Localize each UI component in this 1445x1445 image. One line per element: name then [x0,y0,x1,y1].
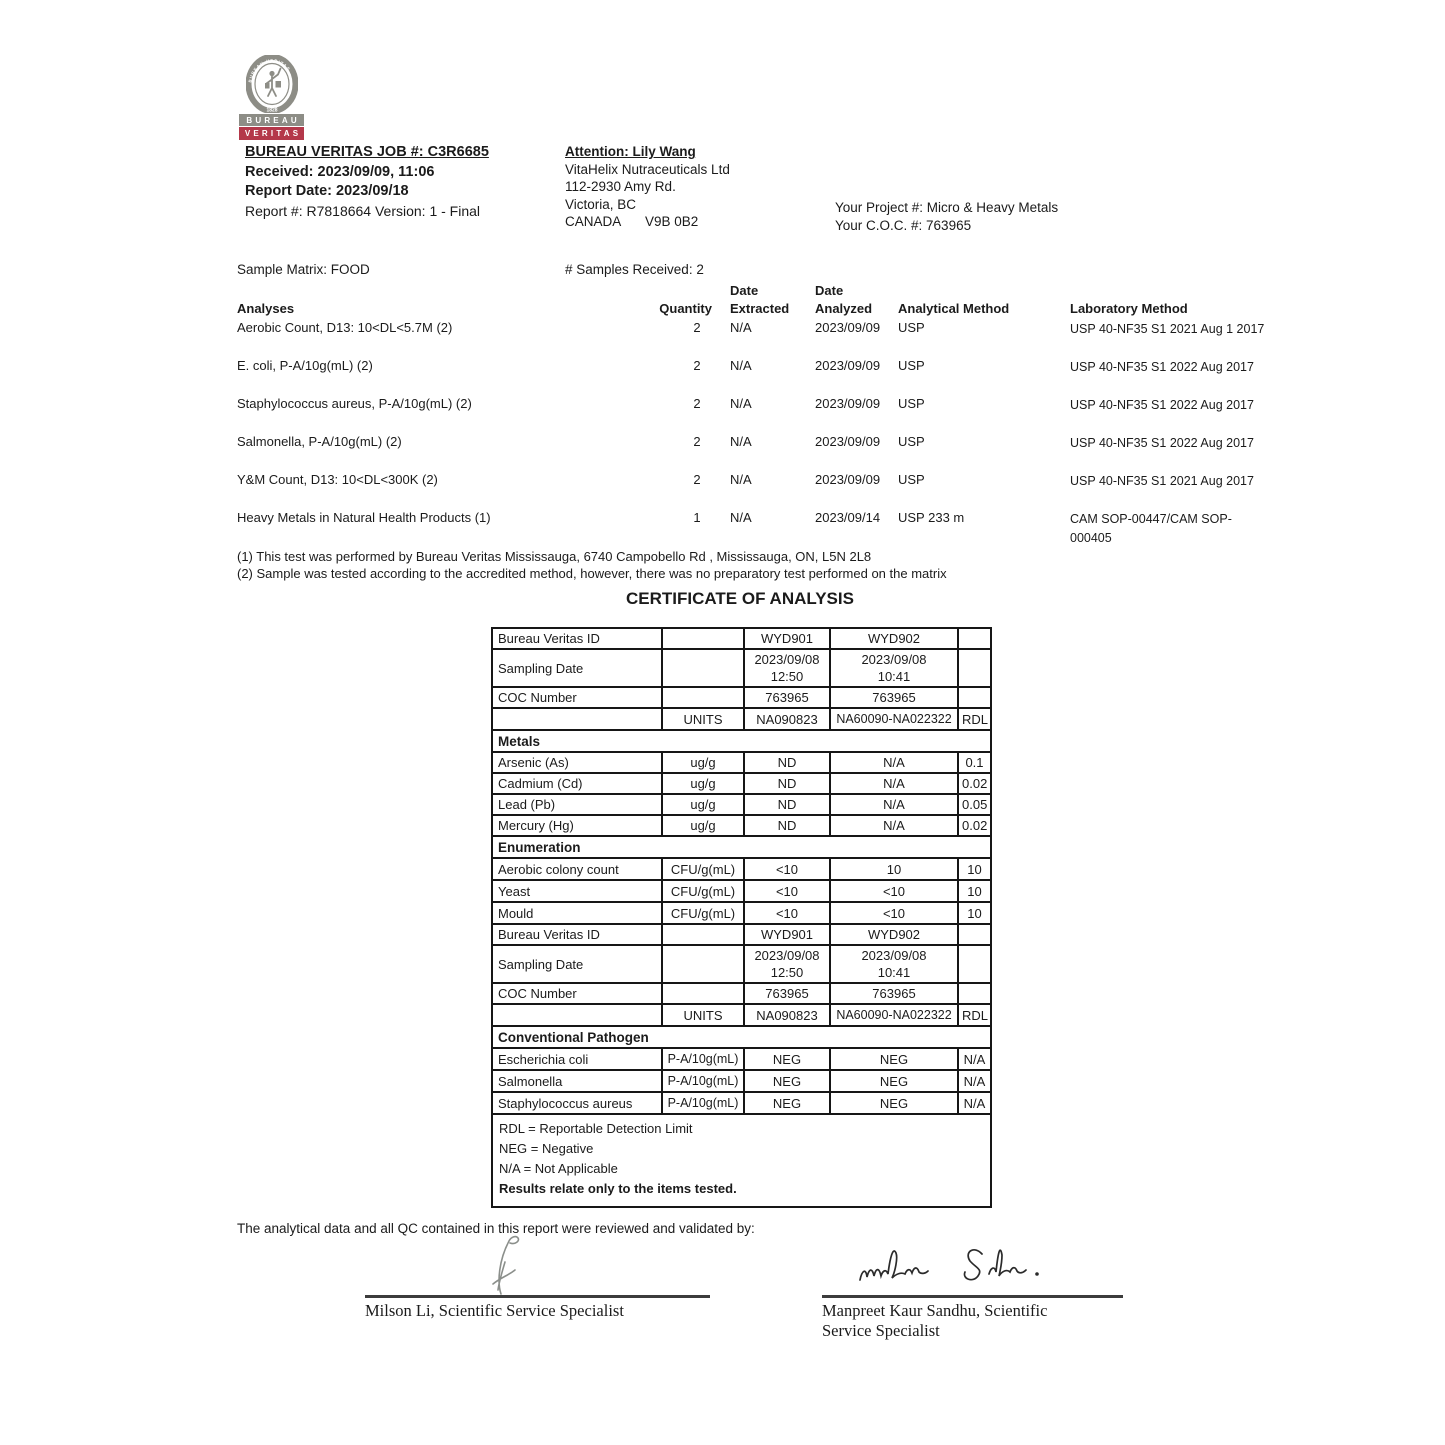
analysis-date-extracted: N/A [730,472,752,487]
analyte-name: Arsenic (As) [492,752,662,773]
signature-1-line [365,1295,710,1298]
attention-line: Attention: Lily Wang [565,144,696,159]
analysis-date-extracted: N/A [730,434,752,449]
analysis-method: USP [898,396,925,411]
analysis-quantity: 1 [693,510,701,525]
analysis-date-extracted: N/A [730,358,752,373]
analysis-name: Heavy Metals in Natural Health Products (1) [237,510,491,525]
result-sample1: ND [744,794,830,815]
report-date: Report Date: 2023/09/18 [245,183,409,199]
coa-sample2-date [830,649,958,687]
section-title: Conventional Pathogen [492,1026,991,1048]
coa-cell-empty [958,687,991,708]
analysis-lab-method: USP 40-NF35 S1 2021 Aug 2017 [1070,474,1254,488]
analysis-date-analyzed: 2023/09/14 [815,510,881,525]
coa-sample1-coc: 763965 [744,983,830,1004]
logo-veritas-label: VERITAS [244,129,302,138]
coa-cell-empty [958,649,991,687]
coa-row-salmonella [492,1070,991,1092]
result-sample1: <10 [744,902,830,924]
coa-row-mould [492,902,991,924]
coa-cell-empty [662,924,744,945]
report-info-block [245,143,489,221]
coa-row-aerobic [492,858,991,880]
analysis-lab-method: USP 40-NF35 S1 2022 Aug 2017 [1070,398,1254,412]
result-rdl: 0.02 [958,773,991,794]
analysis-row [237,358,1254,396]
section-title: Enumeration [492,836,991,858]
coa-cell-empty [492,708,662,730]
result-sample1: <10 [744,880,830,902]
coa-sample2-id: WYD902 [830,628,958,649]
certificate-title: CERTIFICATE OF ANALYSIS [626,589,854,608]
col-date-analyzed-top: Date [815,283,844,298]
analyte-name: Salmonella [492,1070,662,1092]
result-sample2: NEG [830,1092,958,1114]
coa-sample2-coc: 763965 [830,983,958,1004]
result-rdl: 0.02 [958,815,991,836]
result-sample2: N/A [830,815,958,836]
analyte-units: P-A/10g(mL) [662,1092,744,1114]
analyte-units: ug/g [662,773,744,794]
analysis-quantity: 2 [693,358,701,373]
signature-2-name [822,1301,1047,1341]
result-rdl: 0.1 [958,752,991,773]
coa-row-cadmium [492,773,991,794]
result-rdl: 0.05 [958,794,991,815]
analysis-name: Aerobic Count, D13: 10<DL<5.7M (2) [237,320,453,335]
coa-sample2-id: WYD902 [830,924,958,945]
coa-sample1-coc: 763965 [744,687,830,708]
analyte-name: Lead (Pb) [492,794,662,815]
signature-2-name-line1: Manpreet Kaur Sandhu, Scientific [822,1301,1048,1320]
result-sample1: ND [744,773,830,794]
analysis-name: Y&M Count, D13: 10<DL<300K (2) [237,472,438,487]
sample-matrix: Sample Matrix: FOOD [237,262,370,277]
coa-units-row [492,708,991,730]
col-analyses: Analyses [237,301,295,316]
coa-sample2-date [830,945,958,983]
analysis-method: USP [898,434,925,449]
logo-veritas-bar [239,127,304,140]
analysis-row [237,434,1254,472]
coa-cell-empty [662,945,744,983]
sampling-date-2: 2023/09/08 [861,652,927,667]
coa-rdl-label: RDL [958,708,991,730]
coa-legend-row [492,1114,991,1207]
analysis-row [237,472,1254,510]
coa-sample1-code: NA090823 [744,1004,830,1026]
analysis-quantity: 2 [693,434,701,449]
analysis-row [237,396,1254,434]
result-rdl: N/A [958,1048,991,1070]
coa-cell-empty [958,924,991,945]
validation-statement: The analytical data and all QC contained in this report were reviewed and validated by: [237,1221,755,1236]
analyte-units: P-A/10g(mL) [662,1070,744,1092]
analyte-name: Aerobic colony count [492,858,662,880]
result-rdl: N/A [958,1070,991,1092]
coa-cell-empty [662,628,744,649]
emblem-ring-text: BUREAU VERITAS [247,57,292,83]
project-number: Your Project #: Micro & Heavy Metals [835,200,1059,215]
coa-sampling-label: Sampling Date [492,649,662,687]
signature-2-handwriting-icon [852,1240,1077,1296]
coa-section-enumeration [492,836,991,858]
coa-sampling-row [492,649,991,687]
coa-coc-row-2 [492,983,991,1004]
analyte-name: Yeast [492,880,662,902]
coa-sample2-code: NA60090-NA022322 [830,1004,958,1026]
analysis-date-analyzed: 2023/09/09 [815,358,881,373]
analysis-row [237,510,1247,548]
sampling-time-2: 10:41 [877,965,911,980]
result-sample1: NEG [744,1048,830,1070]
footnote-2: (2) Sample was tested according to the accredited method, however, there was no preparatory test performed on the matrix [237,566,947,581]
legend-neg: NEG = Negative [499,1141,594,1156]
analysis-name: Salmonella, P-A/10g(mL) (2) [237,434,402,449]
result-sample2: NEG [830,1048,958,1070]
analysis-lab-method: CAM SOP-00447/CAM SOP-000405 [1070,512,1232,545]
coa-sample2-code: NA60090-NA022322 [830,708,958,730]
analysis-quantity: 2 [693,320,701,335]
coa-row-lead [492,794,991,815]
analysis-lab-method: USP 40-NF35 S1 2022 Aug 2017 [1070,436,1254,450]
analyte-name: Cadmium (Cd) [492,773,662,794]
coa-coc-label: COC Number [492,983,662,1004]
analysis-lab-method: USP 40-NF35 S1 2022 Aug 2017 [1070,360,1254,374]
result-sample2: N/A [830,752,958,773]
signature-2-name-line2: Service Specialist [822,1321,940,1340]
analysis-name: E. coli, P-A/10g(mL) (2) [237,358,373,373]
result-sample2: N/A [830,794,958,815]
analysis-quantity: 2 [693,396,701,411]
coa-cell-empty [958,983,991,1004]
analysis-lab-method: USP 40-NF35 S1 2021 Aug 1 2017 [1070,322,1265,336]
analysis-name: Staphylococcus aureus, P-A/10g(mL) (2) [237,396,472,411]
signature-2-line [822,1295,1123,1298]
analysis-date-extracted: N/A [730,510,752,525]
analyte-name: Staphylococcus aureus [492,1092,662,1114]
sampling-date-1: 2023/09/08 [754,652,820,667]
analysis-date-extracted: N/A [730,396,752,411]
coa-results-table [491,627,992,1208]
col-analyzed: Analyzed [815,301,873,316]
bureau-veritas-emblem-icon [246,55,298,113]
coa-row-arsenic [492,752,991,773]
footnote-1: (1) This test was performed by Bureau Veritas Mississauga, 6740 Campobello Rd , Mississauga, ON, L5N 2L8 [237,549,872,564]
received-date: Received: 2023/09/09, 11:06 [245,163,435,180]
coa-legend [492,1114,991,1207]
result-rdl: N/A [958,1092,991,1114]
result-sample2: <10 [830,880,958,902]
result-sample1: NEG [744,1092,830,1114]
coa-row-mercury [492,815,991,836]
coa-sample1-id: WYD901 [744,628,830,649]
col-analytical-method: Analytical Method [898,301,1010,316]
col-extracted: Extracted [730,301,790,316]
analysis-date-extracted: N/A [730,320,752,335]
analyte-units: ug/g [662,752,744,773]
result-sample1: <10 [744,858,830,880]
coa-units-label: UNITS [662,708,744,730]
bureau-veritas-logo [239,55,304,140]
report-number: Report #: R7818664 Version: 1 - Final [245,202,481,219]
coa-rdl-label: RDL [958,1004,991,1026]
address-country-row [565,213,730,231]
result-rdl: 10 [958,858,991,880]
address-city: Victoria, BC [565,196,637,212]
analyte-units: CFU/g(mL) [662,880,744,902]
coa-coc-label: COC Number [492,687,662,708]
signature-1-handwriting-icon [455,1232,555,1298]
coa-sample1-date [744,945,830,983]
coa-coc-row [492,687,991,708]
sampling-date-2: 2023/09/08 [861,948,927,963]
emblem-year-text: 1828 [266,107,278,113]
sampling-time-1: 12:50 [770,965,804,980]
result-rdl: 10 [958,880,991,902]
result-sample2: 10 [830,858,958,880]
analysis-date-analyzed: 2023/09/09 [815,396,881,411]
job-number: BUREAU VERITAS JOB #: C3R6685 [245,144,489,160]
result-sample2: <10 [830,902,958,924]
coa-section-metals [492,730,991,752]
analysis-method: USP [898,358,925,373]
sampling-time-2: 10:41 [877,669,911,684]
analysis-method: USP [898,472,925,487]
analysis-date-analyzed: 2023/09/09 [815,472,881,487]
logo-bureau-bar [239,114,304,126]
coa-sample1-code: NA090823 [744,708,830,730]
sampling-date-1: 2023/09/08 [754,948,820,963]
coa-row-yeast [492,880,991,902]
project-info-block [835,199,1058,234]
analysis-date-analyzed: 2023/09/09 [815,434,881,449]
col-quantity: Quantity [659,301,712,316]
result-sample1: ND [744,815,830,836]
result-sample2: N/A [830,773,958,794]
coa-row-ecoli [492,1048,991,1070]
coa-id-row-2 [492,924,991,945]
result-sample1: ND [744,752,830,773]
coa-sample2-coc: 763965 [830,687,958,708]
sampling-time-1: 12:50 [770,669,804,684]
coc-number-line: Your C.O.C. #: 763965 [835,217,972,233]
analysis-method: USP [898,320,925,335]
coa-units-row-2 [492,1004,991,1026]
coa-cell-empty [958,945,991,983]
legend-results-note: Results relate only to the items tested. [499,1181,737,1196]
analysis-row [237,320,1265,358]
address-postal: V9B 0B2 [645,214,699,229]
coa-cell-empty [492,1004,662,1026]
analyte-units: CFU/g(mL) [662,858,744,880]
address-country: CANADA [565,214,622,229]
result-sample1: NEG [744,1070,830,1092]
section-title: Metals [492,730,991,752]
coa-section-pathogen [492,1026,991,1048]
analyte-units: CFU/g(mL) [662,902,744,924]
coa-sampling-label: Sampling Date [492,945,662,983]
logo-bureau-label: BUREAU [246,115,300,125]
coa-sampling-row-2 [492,945,991,983]
coa-units-label: UNITS [662,1004,744,1026]
coa-id-label: Bureau Veritas ID [492,628,662,649]
analysis-date-analyzed: 2023/09/09 [815,320,881,335]
address-line: 112-2930 Amy Rd. [565,179,676,194]
coa-cell-empty [958,628,991,649]
analyte-units: ug/g [662,815,744,836]
coa-id-row [492,628,991,649]
analyte-name: Escherichia coli [492,1048,662,1070]
result-sample2: NEG [830,1070,958,1092]
analyte-units: P-A/10g(mL) [662,1048,744,1070]
signature-1-name: Milson Li, Scientific Service Specialist [365,1301,624,1320]
coa-sample1-id: WYD901 [744,924,830,945]
company-name: VitaHelix Nutraceuticals Ltd [565,161,730,177]
coa-cell-empty [662,649,744,687]
analysis-method: USP 233 m [898,510,965,525]
coa-row-staph [492,1092,991,1114]
coa-cell-empty [662,687,744,708]
coa-id-label: Bureau Veritas ID [492,924,662,945]
analysis-quantity: 2 [693,472,701,487]
legend-rdl: RDL = Reportable Detection Limit [499,1121,693,1136]
coa-sample1-date [744,649,830,687]
analyte-name: Mercury (Hg) [492,815,662,836]
legend-na: N/A = Not Applicable [499,1161,618,1176]
col-date-extracted-top: Date [730,283,759,298]
analyte-units: ug/g [662,794,744,815]
result-rdl: 10 [958,902,991,924]
analyte-name: Mould [492,902,662,924]
client-address-block [565,143,730,231]
col-laboratory-method: Laboratory Method [1070,301,1188,316]
coa-cell-empty [662,983,744,1004]
samples-received: # Samples Received: 2 [565,262,704,277]
